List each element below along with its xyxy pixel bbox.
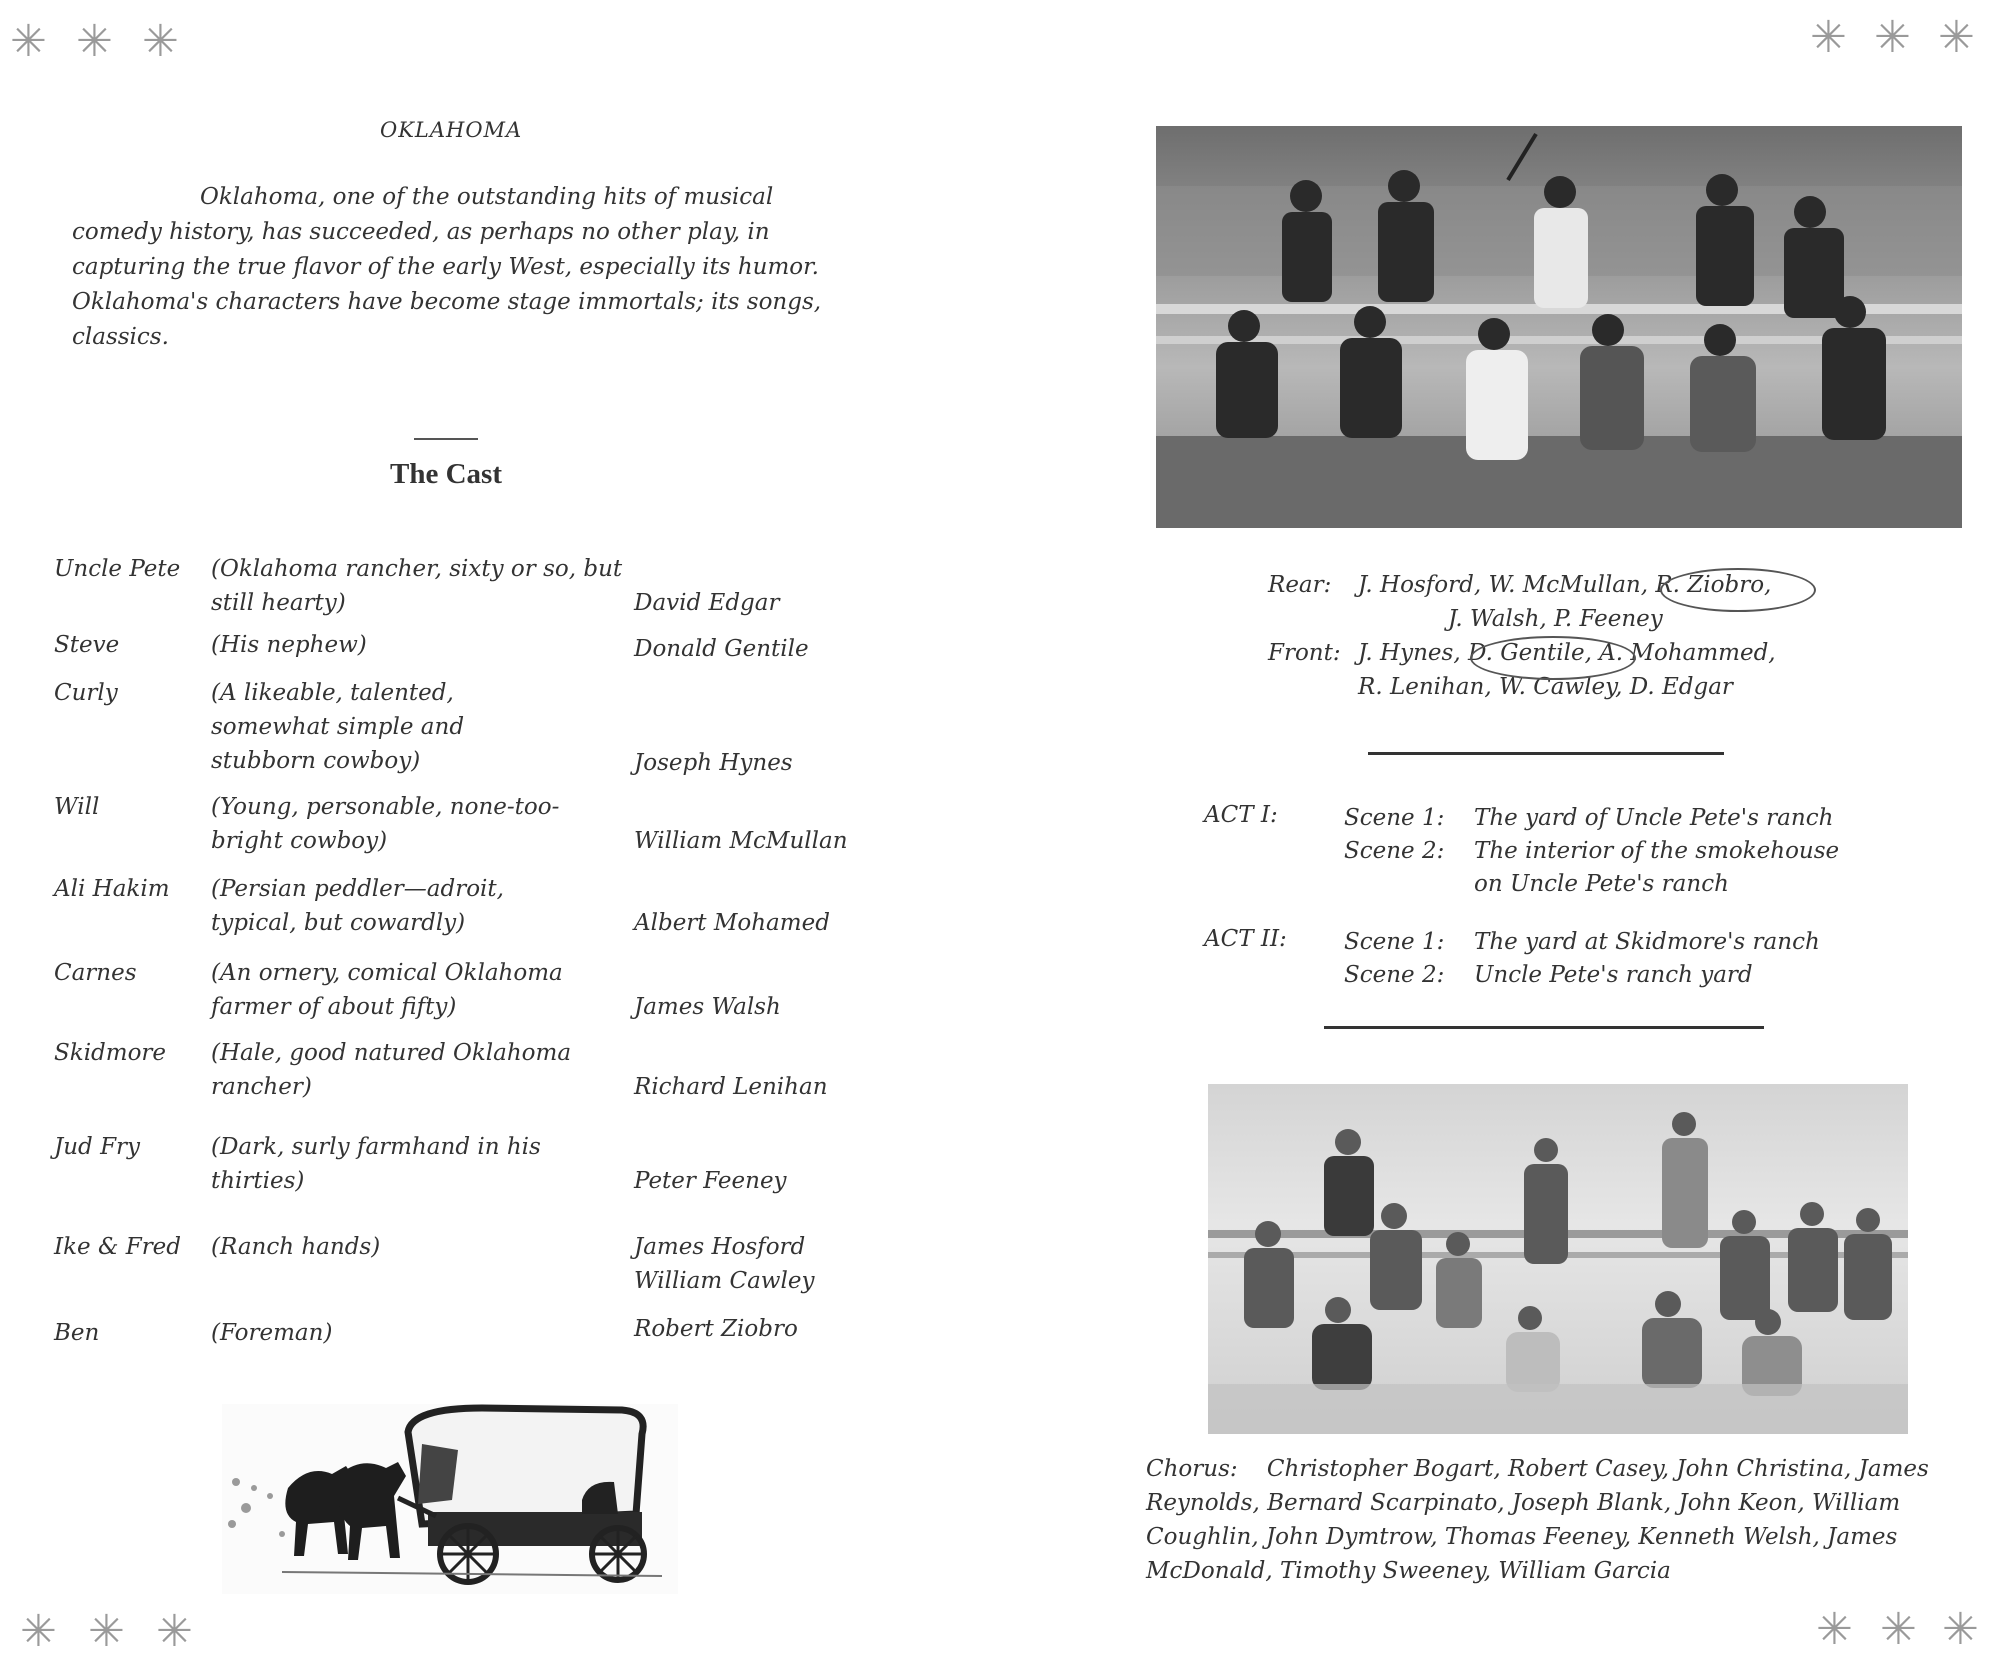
cast-actor: Joseph Hynes <box>634 750 793 776</box>
cast-row <box>54 676 874 776</box>
cast-role: Skidmore <box>54 1040 167 1066</box>
intro-paragraph <box>72 180 842 355</box>
scene-description: The yard at Skidmore's ranch <box>1474 929 1820 955</box>
star-icon: ✳ <box>1874 12 1911 63</box>
cast-photo <box>1156 126 1962 528</box>
cast-description: (His nephew) <box>211 632 367 658</box>
star-icon: ✳ <box>1942 1604 1979 1655</box>
cast-role: Will <box>54 794 100 820</box>
cast-role: Carnes <box>54 960 137 986</box>
act-label: ACT II: <box>1204 926 1287 952</box>
cast-role: Uncle Pete <box>54 556 181 582</box>
star-icon: ✳ <box>10 16 47 67</box>
section-divider <box>414 438 478 440</box>
scene-label: Scene 1: <box>1344 805 1445 831</box>
cast-description: (Young, personable, none-too-bright cowboy) <box>211 794 560 854</box>
cast-actor: William McMullan <box>634 828 848 854</box>
scene-description: on Uncle Pete's ranch <box>1474 871 1729 897</box>
cast-actor: Donald Gentile <box>634 636 809 662</box>
cast-actor: James Walsh <box>634 994 781 1020</box>
scene-label: Scene 2: <box>1344 838 1445 864</box>
cast-role: Curly <box>54 680 118 706</box>
caption-rear-names: J. Hosford, W. McMullan, R. Ziobro, <box>1358 572 1772 598</box>
scene-description: The yard of Uncle Pete's ranch <box>1474 805 1834 831</box>
scene-description: The interior of the smokehouse <box>1474 838 1840 864</box>
cast-row <box>54 1312 874 1412</box>
cast-role: Ben <box>54 1320 100 1346</box>
cast-actor: William Cawley <box>634 1268 815 1294</box>
star-icon: ✳ <box>1938 12 1975 63</box>
scene-label: Scene 2: <box>1344 962 1445 988</box>
cast-description: (A likeable, talented, somewhat simple and stubborn cowboy) <box>211 680 465 774</box>
section-divider <box>1324 1026 1764 1029</box>
chorus-photo <box>1208 1084 1908 1434</box>
cast-actor: Albert Mohamed <box>634 910 830 936</box>
circled-name-mark <box>1470 636 1636 680</box>
star-icon: ✳ <box>1816 1604 1853 1655</box>
star-icon: ✳ <box>20 1606 57 1657</box>
star-icon: ✳ <box>1810 12 1847 63</box>
cast-description: (Dark, surly farmhand in his thirties) <box>211 1134 541 1194</box>
cast-role: Steve <box>54 632 120 658</box>
cast-role: Ali Hakim <box>54 876 170 902</box>
caption-front-names: J. Hynes, D. Gentile, A. Mohammed, <box>1358 640 1776 666</box>
star-icon: ✳ <box>1880 1604 1917 1655</box>
circled-name-mark <box>1660 568 1816 612</box>
cast-description: (Oklahoma rancher, sixty or so, but still hearty) <box>211 556 623 616</box>
cast-row <box>54 1130 874 1230</box>
cast-description: (Persian peddler—adroit, typical, but cowardly) <box>211 876 504 936</box>
caption-front-names-2: R. Lenihan, W. Cawley, D. Edgar <box>1358 674 1733 700</box>
covered-wagon-illustration <box>222 1404 678 1594</box>
cast-actor: David Edgar <box>634 590 780 616</box>
star-icon: ✳ <box>76 16 113 67</box>
cast-row <box>54 1036 874 1136</box>
chorus-list <box>1146 1452 1936 1588</box>
star-icon: ✳ <box>142 16 179 67</box>
star-icon: ✳ <box>88 1606 125 1657</box>
page-title: OKLAHOMA <box>380 118 523 142</box>
cast-role: Jud Fry <box>54 1134 141 1160</box>
cast-role: Ike & Fred <box>54 1234 182 1260</box>
act-label: ACT I: <box>1204 802 1278 828</box>
section-divider <box>1368 752 1724 755</box>
chorus-label: Chorus: <box>1146 1456 1238 1482</box>
intro-text: Oklahoma, one of the outstanding hits of musical comedy history, has succeeded, as perhaps no other play, in capturing the true flavor of the early West, especially its humor. Oklahoma's characters have become stage immortals; its songs, classics. <box>72 184 822 350</box>
cast-heading: The Cast <box>390 458 502 490</box>
cast-description: (Foreman) <box>211 1320 333 1346</box>
star-icon: ✳ <box>156 1606 193 1657</box>
cast-description: (Hale, good natured Oklahoma rancher) <box>211 1040 572 1100</box>
chorus-names: Christopher Bogart, Robert Casey, John Christina, James Reynolds, Bernard Scarpinato, Joseph Blank, John Keon, William Coughlin, John Dymtrow, Thomas Feeney, Kenneth Welsh, James McDonald, Timothy Sweeney, William Garcia <box>1146 1456 1929 1584</box>
scene-label: Scene 1: <box>1344 929 1445 955</box>
caption-rear-label: Rear: <box>1268 572 1332 598</box>
cast-description: (An ornery, comical Oklahoma farmer of about fifty) <box>211 960 563 1020</box>
scene-description: Uncle Pete's ranch yard <box>1474 962 1753 988</box>
caption-front-label: Front: <box>1268 640 1341 666</box>
cast-actor: Richard Lenihan <box>634 1074 828 1100</box>
cast-actor: James Hosford <box>634 1234 806 1260</box>
cast-actor: Robert Ziobro <box>634 1316 798 1342</box>
caption-rear-names-2: J. Walsh, P. Feeney <box>1448 606 1663 632</box>
cast-actor: Peter Feeney <box>634 1168 787 1194</box>
cast-description: (Ranch hands) <box>211 1234 381 1260</box>
